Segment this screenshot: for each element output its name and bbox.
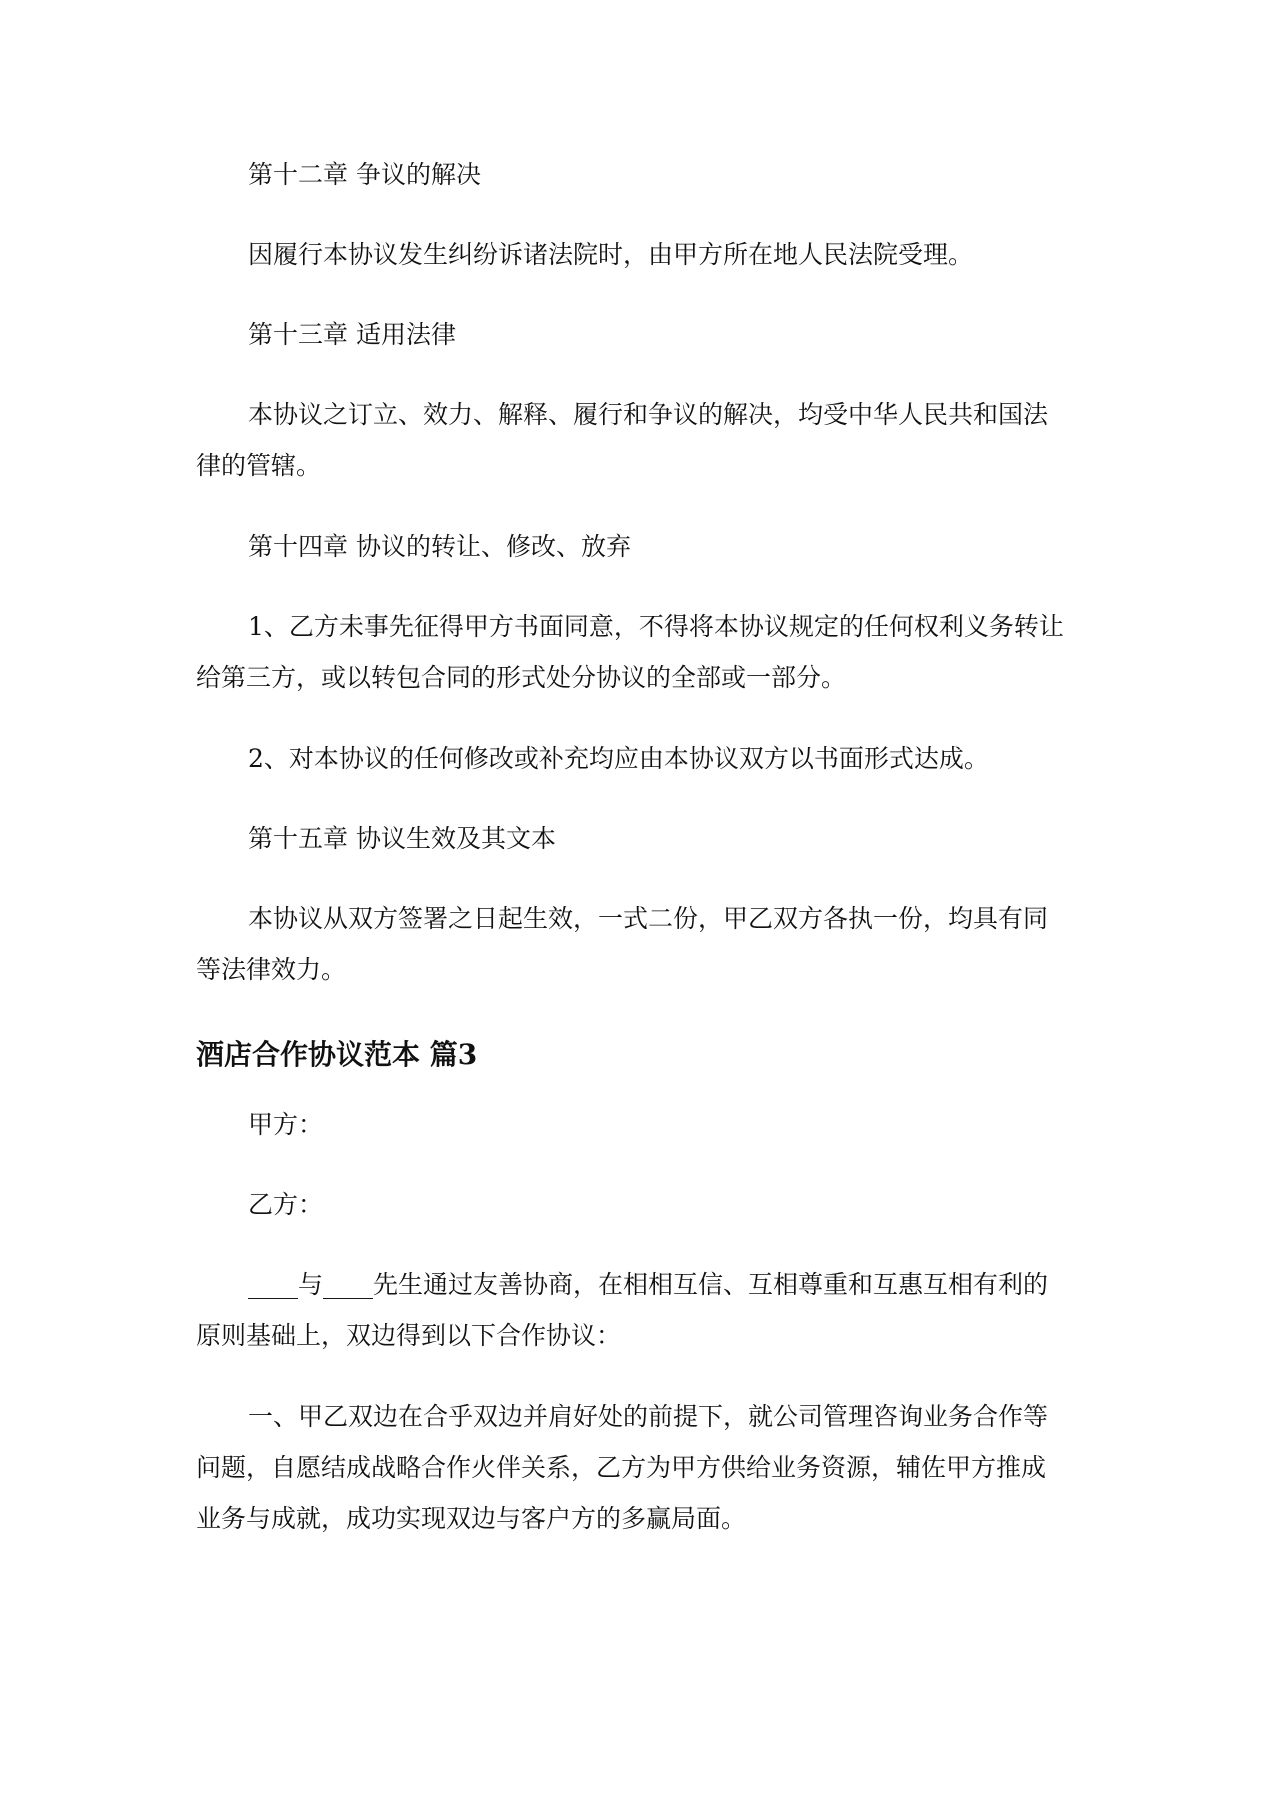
section-15-title: 第十五章 协议生效及其文本 bbox=[248, 824, 556, 853]
section-14-item-2: 2、对本协议的任何修改或补充均应由本协议双方以书面形式达成。 bbox=[248, 744, 989, 773]
section-13-body-line-2: 律的管辖。 bbox=[196, 451, 322, 480]
section-13-title: 第十三章 适用法律 bbox=[248, 320, 456, 349]
section-14-item-1-line-1: 1、乙方未事先征得甲方书面同意，不得将本协议规定的任何权利义务转让 bbox=[248, 612, 1064, 641]
clause-1-line-2: 问题，自愿结成战略合作火伴关系，乙方为甲方供给业务资源，辅佐甲方推成 bbox=[196, 1453, 1047, 1482]
section-14-item-1-line-2: 给第三方，或以转包合同的形式处分协议的全部或一部分。 bbox=[196, 663, 847, 692]
party-b-label: 乙方： bbox=[248, 1190, 324, 1219]
section-15-body-line-2: 等法律效力。 bbox=[196, 955, 347, 984]
part-3-heading: 酒店合作协议范本 篇3 bbox=[196, 1038, 478, 1071]
section-13-body-line-1: 本协议之订立、效力、解释、履行和争议的解决，均受中华人民共和国法 bbox=[248, 400, 1049, 429]
clause-1-line-3: 业务与成就，成功实现双边与客户方的多赢局面。 bbox=[196, 1504, 747, 1533]
section-14-title: 第十四章 协议的转让、修改、放弃 bbox=[248, 532, 631, 561]
party-a-label: 甲方： bbox=[248, 1110, 324, 1139]
section-15-body-line-1: 本协议从双方签署之日起生效，一式二份，甲乙双方各执一份，均具有同 bbox=[248, 904, 1049, 933]
intro-line-2: 原则基础上，双边得到以下合作协议： bbox=[196, 1321, 622, 1350]
section-12-body: 因履行本协议发生纠纷诉诸法院时，由甲方所在地人民法院受理。 bbox=[248, 240, 974, 269]
intro-line-1: ____与____先生通过友善协商，在相相互信、互相尊重和互惠互相有利的 bbox=[248, 1270, 1049, 1299]
clause-1-line-1: 一、甲乙双边在合乎双边并肩好处的前提下，就公司管理咨询业务合作等 bbox=[248, 1402, 1049, 1431]
section-12-title: 第十二章 争议的解决 bbox=[248, 160, 481, 189]
